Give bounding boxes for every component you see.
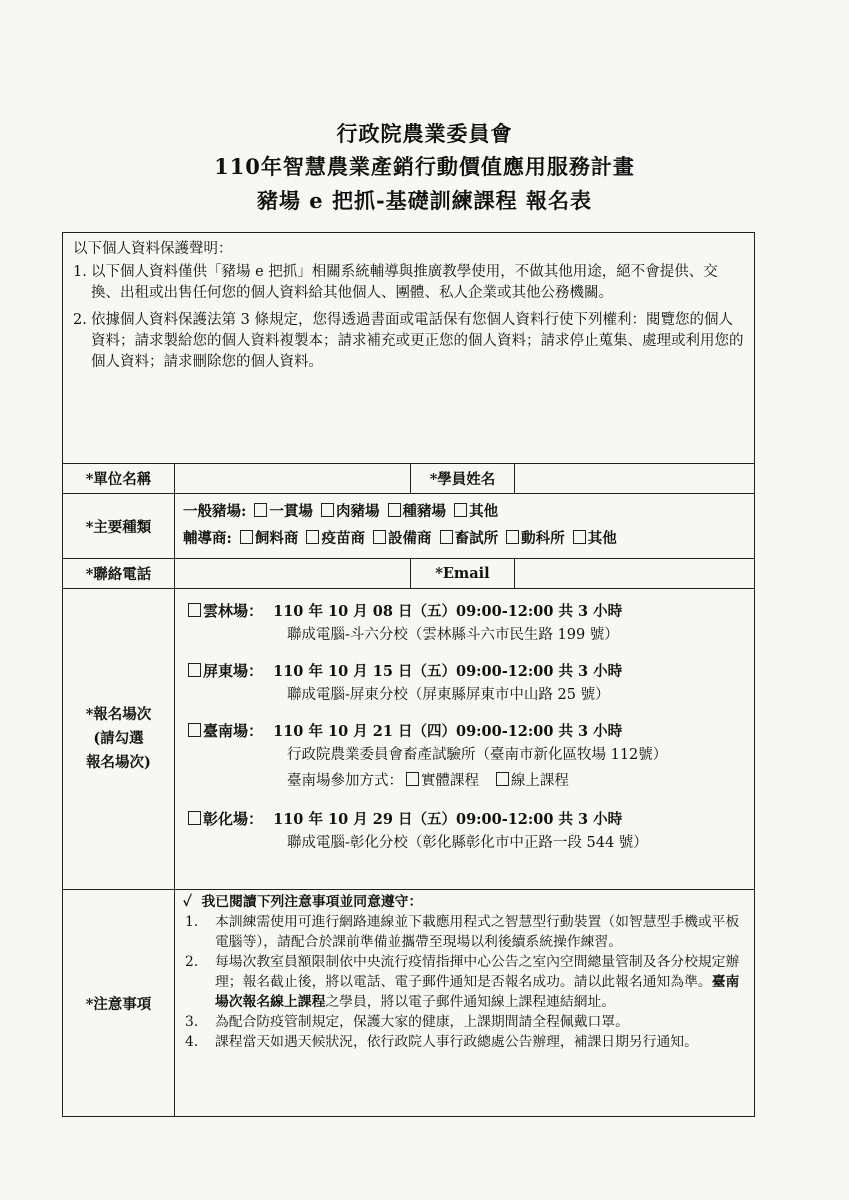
student-name-label: *學員姓名	[411, 464, 515, 494]
session-tainan: 臺南場： 110 年 10 月 21 日（四）09:00-12:00 共 3 小時 行政院農業委員會畜產試驗所（臺南市新化區牧場 112號） 臺南場參加方式： 實體課程 線上課程	[185, 719, 746, 795]
unit-label: *單位名稱	[63, 464, 175, 494]
checkbox[interactable]	[188, 603, 201, 617]
checkbox[interactable]	[454, 503, 467, 517]
privacy-item: 2. 依據個人資料保護法第 3 條規定，您得透過書面或電話保有您個人資料行使下列權利：閱覽您的個人資料；請求製給您的個人資料複製本；請求補充或更正您的個人資料；請求停止蒐集、處理或利用您的個人資料；請求刪除您的個人資料。	[73, 312, 744, 370]
session-changhua: 彰化場： 110 年 10 月 29 日（五）09:00-12:00 共 3 小時 聯成電腦-彰化分校（彰化縣彰化市中正路一段 544 號）	[185, 807, 746, 855]
session-options	[175, 589, 755, 890]
checkbox[interactable]	[188, 723, 201, 737]
checkbox[interactable]	[388, 503, 401, 517]
agency-title: 行政院農業委員會	[336, 121, 513, 146]
notes-label: *注意事項	[63, 890, 175, 1117]
general-farm-line: 一般豬場: 一貫場 肉豬場 種豬場 其他	[183, 503, 499, 520]
checkbox[interactable]	[573, 530, 586, 544]
agree-line: ✓ 我已閱讀下列注意事項並同意遵守：	[183, 894, 423, 910]
form-title-block	[0, 118, 849, 218]
registration-form	[62, 232, 755, 1117]
session-label: *報名場次 (請勾選 報名場次)	[63, 589, 175, 890]
advisor-line: 輔導商: 飼料商 疫苗商 設備商 畜試所 動科所 其他	[183, 530, 617, 547]
note-item: 2. 每場次教室員額限制依中央流行疫情指揮中心公告之室內空間總量管制及各分校規定辦理；報名截止後，將以電話、電子郵件通知是否報名成功。請以此報名通知為準。臺南場次報名線上課程之學員，將以電子郵件通知線上課程連結網址。	[185, 954, 740, 1010]
notes-row	[63, 890, 755, 1117]
checkbox[interactable]	[506, 530, 519, 544]
checkbox[interactable]	[240, 530, 253, 544]
notes-content	[175, 890, 755, 1117]
checkbox[interactable]	[306, 530, 319, 544]
note-item: 4. 課程當天如遇天候狀況，依行政院人事行政總處公告辦理，補課日期另行通知。	[185, 1034, 698, 1050]
email-label: *Email	[411, 559, 515, 589]
unit-input[interactable]	[175, 464, 411, 494]
phone-input[interactable]	[175, 559, 411, 589]
note-item: 1. 本訓練需使用可進行網路連線並下載應用程式之智慧型行動裝置（如智慧型手機或平板電腦等），請配合於課前準備並攜帶至現場以利後續系統操作練習。	[185, 914, 740, 950]
project-title: 110年智慧農業產銷行動價值應用服務計畫	[214, 154, 635, 179]
checkbox[interactable]	[188, 663, 201, 677]
type-row	[63, 494, 755, 559]
tainan-mode: 臺南場參加方式： 實體課程 線上課程	[287, 773, 569, 789]
checkbox[interactable]	[373, 530, 386, 544]
type-options	[175, 494, 755, 559]
name-row	[63, 464, 755, 494]
privacy-row	[63, 233, 755, 464]
session-yunlin: 雲林場： 110 年 10 月 08 日（五）09:00-12:00 共 3 小時 聯成電腦-斗六分校（雲林縣斗六市民生路 199 號）	[185, 599, 746, 647]
privacy-heading: 以下個人資料保護聲明：	[73, 241, 233, 257]
contact-row	[63, 559, 755, 589]
checkbox[interactable]	[440, 530, 453, 544]
type-label: *主要種類	[63, 494, 175, 559]
note-item: 3. 為配合防疫管制規定，保護大家的健康，上課期間請全程佩戴口罩。	[185, 1014, 629, 1030]
privacy-statement	[63, 233, 755, 464]
student-name-input[interactable]	[515, 464, 755, 494]
check-icon[interactable]: ✓	[183, 894, 192, 910]
checkbox[interactable]	[188, 811, 201, 825]
session-pingtung: 屏東場： 110 年 10 月 15 日（五）09:00-12:00 共 3 小時 聯成電腦-屏東分校（屏東縣屏東市中山路 25 號）	[185, 659, 746, 707]
email-input[interactable]	[515, 559, 755, 589]
session-row	[63, 589, 755, 890]
privacy-item: 1. 以下個人資料僅供「豬場 e 把抓」相關系統輔導與推廣教學使用，不做其他用途，絕不會提供、交換、出租或出售任何您的個人資料給其他個人、團體、私人企業或其他公務機關。	[73, 264, 718, 301]
checkbox[interactable]	[321, 503, 334, 517]
form-title: 豬場 e 把抓-基礎訓練課程 報名表	[256, 188, 592, 213]
checkbox[interactable]	[254, 503, 267, 517]
phone-label: *聯絡電話	[63, 559, 175, 589]
checkbox[interactable]	[496, 772, 509, 786]
checkbox[interactable]	[406, 772, 419, 786]
